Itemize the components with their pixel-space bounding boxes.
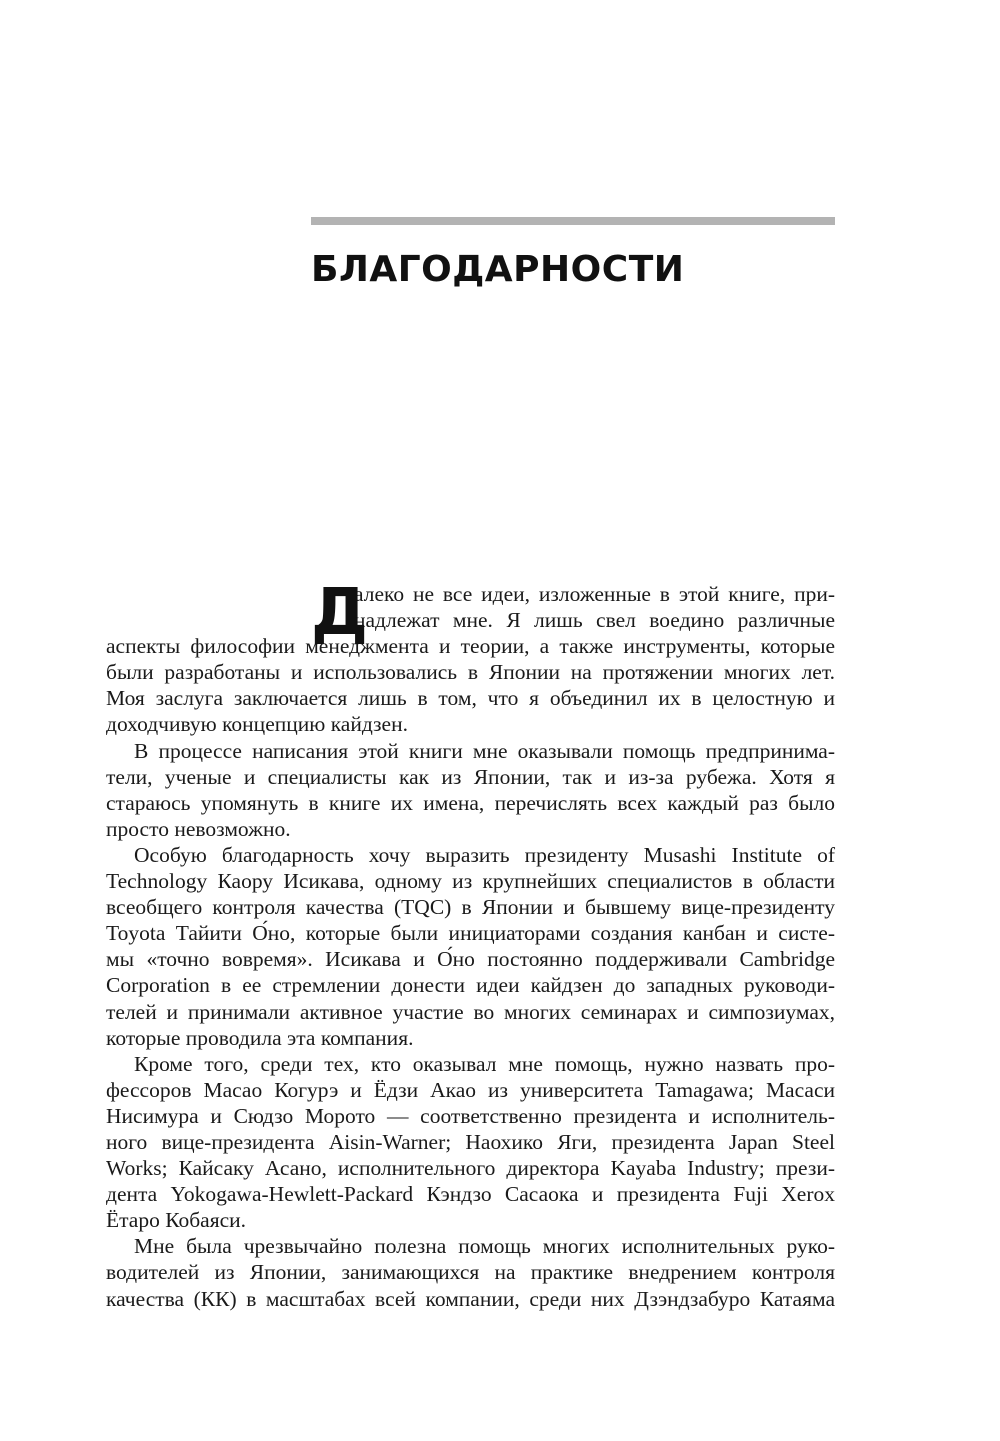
text-line: Works; Кайсаку Асано, исполнительного директора Kayaba Industry; прези- (106, 1156, 835, 1181)
paragraph-3 (106, 842, 835, 1051)
paragraph-5 (106, 1233, 835, 1311)
text-line: Мне была чрезвычайно полезна помощь многих исполнительных руко- (134, 1234, 835, 1259)
text-line: тели, ученые и специалисты как из Японии, так и из-за рубежа. Хотя я (106, 764, 835, 789)
text-line: телей и принимали активное участие во многих семинарах и симпозиумах, (106, 999, 835, 1024)
text-line: мы «точно вовремя». Исикава и О́но постоянно поддерживали Cambridge (106, 947, 835, 972)
text-line: Ётаро Кобаяси. (106, 1208, 247, 1233)
paragraph-4 (106, 1051, 835, 1234)
text-line: надлежат мне. Я лишь свел воедино различные (354, 608, 835, 633)
chapter-title: БЛАГОДАРНОСТИ (311, 249, 685, 290)
text-line: Кроме того, среди тех, кто оказывал мне помощь, нужно назвать про- (134, 1051, 835, 1076)
text-line: В процессе написания этой книги мне оказывали помощь предпринима- (134, 738, 835, 763)
text-line: стараюсь упомянуть в книге их имена, перечислять всех каждый раз было (106, 790, 835, 815)
text-line: Corporation в ее стремлении донести идеи кайдзен до западных руководи- (106, 973, 835, 998)
text-line: алеко не все идеи, изложенные в этой книге, при- (354, 582, 835, 606)
text-line: всеобщего контроля качества (TQC) в Японии и бывшему вице-президенту (106, 895, 835, 920)
drop-cap: Д (311, 576, 368, 650)
text-line: Нисимура и Сюдзо Морото — соответственно президента и исполнитель- (106, 1103, 835, 1128)
text-line: просто невозможно. (106, 816, 291, 841)
text-line: дента Yokogawa-Hewlett-Packard Кэндзо Сасаока и президента Fuji Xerox (106, 1182, 835, 1207)
text-line: были разработаны и использовались в Японии на протяжении многих лет. (106, 660, 835, 685)
paragraph-1 (106, 576, 835, 738)
text-line: которые проводила эта компания. (106, 1025, 414, 1050)
text-line: аспекты философии менеджмента и теории, а также инструменты, которые (106, 634, 835, 659)
text-line: водителей из Японии, занимающихся на практике внедрением контроля (106, 1260, 835, 1285)
text-line: Toyota Тайити О́но, которые были инициаторами создания канбан и систе- (106, 921, 835, 946)
body-text (106, 576, 835, 1312)
text-line: фессоров Масао Когурэ и Ёдзи Акао из университета Tamagawa; Масаси (106, 1077, 835, 1102)
text-line: доходчивую концепцию кайдзен. (106, 712, 408, 737)
paragraph-2 (106, 738, 835, 842)
text-line: Моя заслуга заключается лишь в том, что я объединил их в целостную и (106, 686, 835, 711)
chapter-rule (311, 217, 835, 225)
text-line: Особую благодарность хочу выразить президенту Musashi Institute of (134, 842, 835, 867)
text-line: качества (КК) в масштабах всей компании, среди них Дзэндзабуро Катаяма (106, 1286, 835, 1311)
text-line: ного вице-президента Aisin-Warner; Наохико Яги, президента Japan Steel (106, 1129, 835, 1154)
text-line: Technology Каору Исикава, одному из крупнейших специалистов в области (106, 869, 835, 894)
